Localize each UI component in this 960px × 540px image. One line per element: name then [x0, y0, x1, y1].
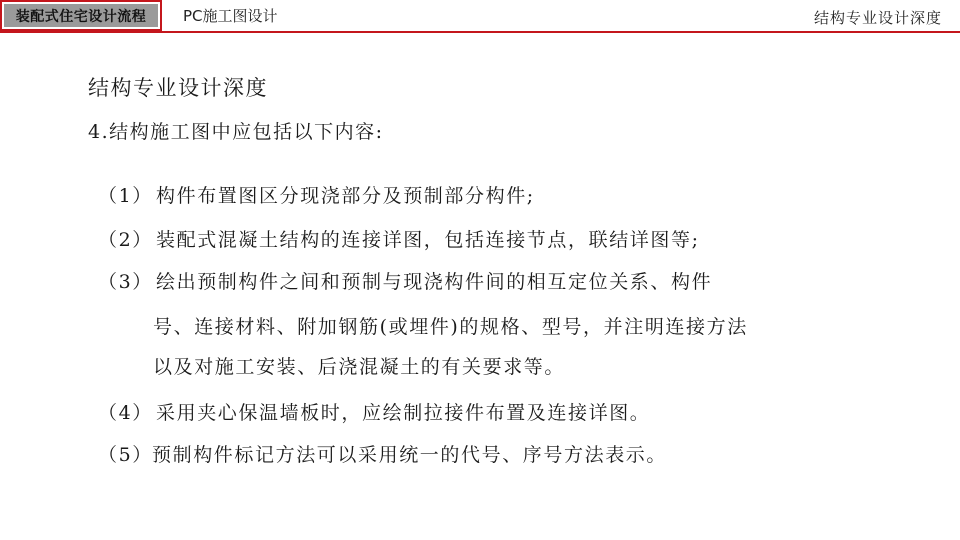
list-item-1 [98, 181, 535, 208]
list-item-text: 预制构件标记方法可以采用统一的代号、序号方法表示。 [152, 444, 668, 466]
content-intro: 4.结构施工图中应包括以下内容: [88, 121, 384, 143]
list-item-text: 装配式混凝土结构的连接详图，包括连接节点，联结详图等; [156, 229, 700, 251]
list-item-3-continuation-1: 号、连接材料、附加钢筋(或埋件)的规格、型号，并注明连接方法 [153, 316, 748, 338]
list-item-number: （3） [98, 271, 153, 293]
list-item-number: （1） [98, 185, 153, 207]
list-item-2 [98, 225, 700, 252]
list-item-number: （2） [98, 229, 153, 251]
list-item-4 [98, 398, 650, 425]
header-tab[interactable] [0, 0, 162, 31]
header-divider [0, 31, 960, 33]
list-item-3-continuation-2: 以及对施工安装、后浇混凝土的有关要求等。 [153, 356, 566, 378]
list-item-text: 采用夹心保温墙板时，应绘制拉接件布置及连接详图。 [156, 402, 651, 424]
content-title: 结构专业设计深度 [88, 76, 268, 100]
header-section-label: 结构专业设计深度 [813, 9, 942, 27]
list-item-5 [98, 440, 667, 467]
list-item-number: （5） [98, 444, 153, 466]
list-item-text: 绘出预制构件之间和预制与现浇构件间的相互定位关系、构件 [156, 271, 713, 293]
list-item-text: 构件布置图区分现浇部分及预制部分构件; [156, 185, 535, 207]
list-item-number: （4） [98, 402, 153, 424]
header-subtitle: PC施工图设计 [183, 7, 278, 25]
header-tab-label: 装配式住宅设计流程 [4, 4, 158, 27]
list-item-3 [98, 267, 712, 294]
